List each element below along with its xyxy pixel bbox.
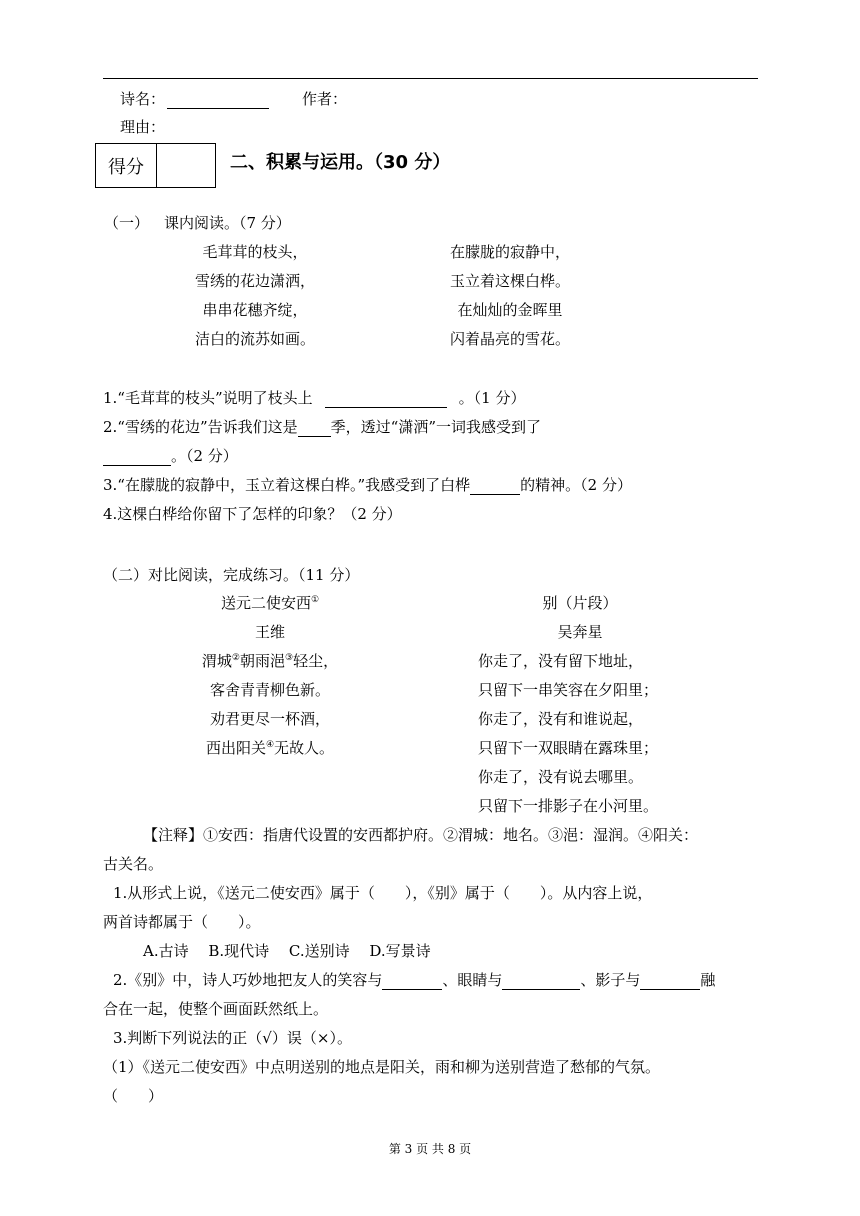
footnote-mark: ④ [265,740,275,750]
score-value-cell[interactable] [157,144,215,187]
poem1-author: 王维 [254,623,285,641]
poem1-line-3: 劝君更尽一杯酒， [209,710,330,728]
poem-right-line: 玉立着这棵白桦。 [449,272,570,290]
poem-left-line: 串串花穗齐绽， [202,301,308,319]
q3-text: 3.“在朦胧的寂静中，玉立着这棵白桦。”我感受到了白桦 [103,476,471,494]
part1-title: 课内阅读。（7 分） [164,214,291,232]
annotation-line-1: 【注释】①安西：指唐代设置的安西都护府。②渭城：地名。③浥：湿润。④阳关： [143,826,699,844]
q2-text-b: 季，透过“潇洒”一词我感受到了 [330,418,541,436]
judgement-paren[interactable]: （ ） [103,1087,164,1105]
q2-blank-feeling[interactable] [103,448,171,466]
q2-text: 、影子与 [580,971,641,989]
q2-text: 2.“雪绣的花边”告诉我们这是 [103,418,298,436]
poem2-author: 吴奔星 [557,623,603,641]
poem2-title: 别（片段） [542,594,618,612]
poem-right-line: 闪着晶亮的雪花。 [449,330,570,348]
q2-blank-season[interactable] [298,419,331,437]
part1-question-2-cont [103,446,238,466]
top-rule [103,78,758,79]
poem-left-line: 毛茸茸的枝头， [202,243,308,261]
poem2-line: 只留下一串笑容在夕阳里； [478,681,659,699]
part2-question-3: 3.判断下列说法的正（√）误（×）。 [113,1029,352,1047]
q3-points: 的精神。（2 分） [520,476,632,494]
poem1-text: 轻尘， [293,652,339,670]
q2-text: 融 [700,971,716,989]
q3-blank[interactable] [470,477,520,495]
part2-question-1: 1.从形式上说，《送元二使安西》属于（ ），《别》属于（ ）。从内容上说， [113,884,653,902]
part1-question-1 [103,388,525,408]
reason-label: 理由： [120,118,166,136]
annotation-line-2: 古关名。 [103,855,164,873]
poem1-text: 朝雨浥 [239,652,285,670]
page-footer: 第 3 页 共 8 页 [388,1142,472,1156]
poem-left-line: 雪绣的花边潇洒， [194,272,315,290]
poem1-text: 西出阳关 [205,739,266,757]
footnote-mark: ② [231,653,240,663]
poem1-title [180,593,360,613]
footnote-mark: ① [310,595,320,605]
score-label: 得分 [96,144,157,187]
poem2-line: 你走了，没有和谁说起， [478,710,644,728]
poem-name-line [120,89,269,109]
poem2-line: 你走了，没有说去哪里。 [478,768,644,786]
part2-question-2 [113,970,715,990]
poem-left-line: 洁白的流苏如画。 [194,330,315,348]
q2-text: 2.《别》中，诗人巧妙地把友人的笑容与 [113,971,383,989]
poem-right-line: 在朦胧的寂静中， [449,243,570,261]
poem1-text: 渭城 [201,652,232,670]
poem2-line: 你走了，没有留下地址， [478,652,644,670]
q2-blank-shadow[interactable] [640,972,700,990]
score-box [95,143,216,188]
q1-blank[interactable] [325,390,447,408]
poem2-line: 只留下一排影子在小河里。 [478,797,659,815]
q2-blank-smile[interactable] [382,972,442,990]
poem1-line-4 [180,738,360,758]
options-line: A.古诗 B.现代诗 C.送别诗 D.写景诗 [143,942,431,960]
poem1-line-1 [180,651,360,671]
part1-number: （一） [104,214,150,232]
part2-question-3-1: （1）《送元二使安西》中点明送别的地点是阳关，雨和柳为送别营造了愁郁的气氛。 [103,1058,661,1076]
q2-blank-eyes[interactable] [502,972,580,990]
q2-points: 。（2 分） [171,447,238,465]
poem-right-line: 在灿灿的金晖里 [457,301,563,319]
poem-name-blank[interactable] [167,91,269,109]
q2-text: 、眼睛与 [442,971,503,989]
poem1-title-text: 送元二使安西 [220,594,311,612]
part1-question-4: 4.这棵白桦给你留下了怎样的印象？（2 分） [103,505,402,523]
poem-name-label: 诗名： [120,90,166,108]
q1-points: 。（1 分） [458,389,526,407]
poem1-line-2: 客舍青青柳色新。 [209,681,330,699]
poem2-line: 只留下一双眼睛在露珠里； [478,739,659,757]
footnote-mark: ③ [285,653,294,663]
q1-text: 1.“毛茸茸的枝头”说明了枝头上 [103,389,313,407]
part2-question-2-cont: 合在一起，使整个画面跃然纸上。 [103,1000,329,1018]
author-label: 作者： [302,90,348,108]
section-2-title: 二、积累与运用。（30 分） [230,152,451,173]
part1-question-2 [103,417,541,437]
part1-question-3 [103,475,632,495]
part2-title: （二）对比阅读，完成练习。（11 分） [103,566,360,584]
part2-question-1-cont: 两首诗都属于（ ）。 [103,913,261,931]
poem1-text: 无故人。 [274,739,335,757]
